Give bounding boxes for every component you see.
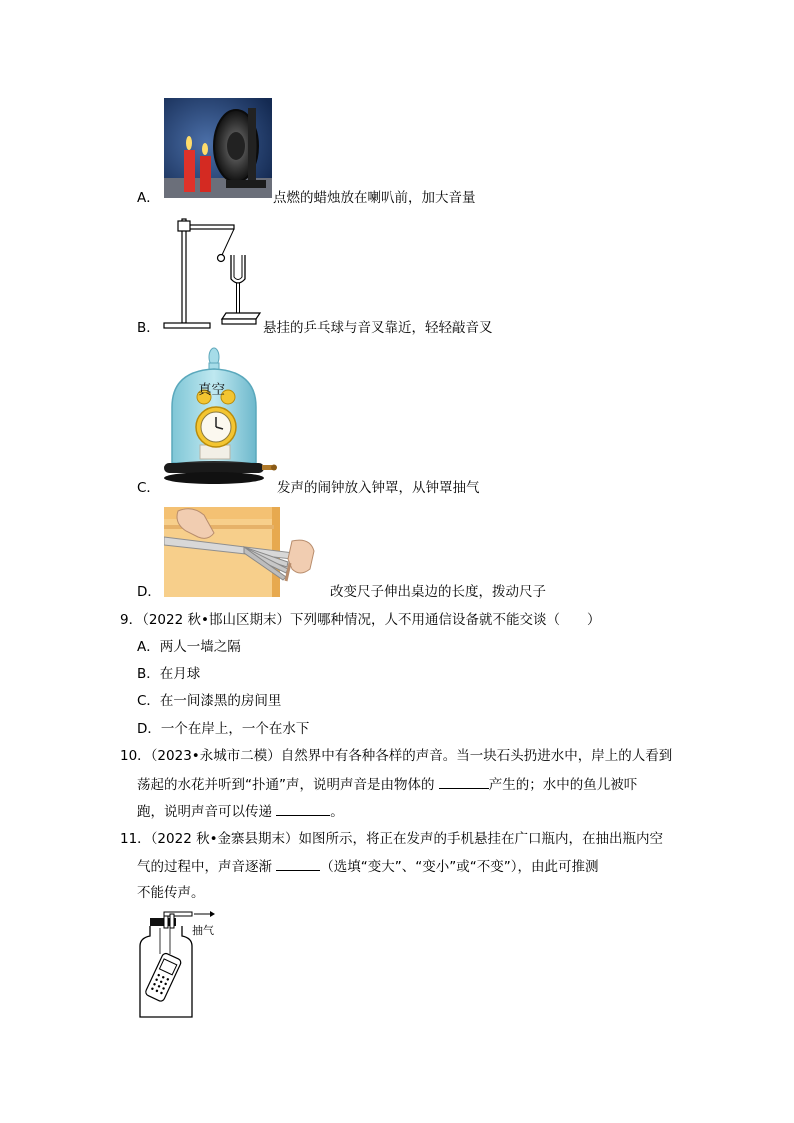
option-a-text: 点燃的蜡烛放在喇叭前，加大音量 (273, 190, 476, 206)
figure-phone-jar (136, 910, 220, 1022)
q10-text-3b: 。 (330, 804, 344, 820)
figure-bell-jar (162, 345, 280, 490)
q9-option-b: B．在月球 (137, 666, 201, 682)
ruler-table-illustration (164, 507, 324, 597)
question-11-line-2 (137, 856, 599, 877)
q9-option-a: A．两人一墙之隔 (137, 639, 241, 655)
option-b (137, 318, 160, 338)
q10-answer-blank-2[interactable] (276, 801, 330, 816)
figure-tuning-fork (160, 215, 265, 335)
q9-option-d: D．一个在岸上，一个在水下 (137, 721, 310, 737)
question-11-line-1: 11．（2022 秋•金寨县期末）如图所示，将正在发声的手机悬挂在广口瓶内，在抽出瓶内空 (120, 831, 664, 847)
option-c (137, 478, 160, 498)
q10-text-2a: 荡起的水花并听到“扑通”声，说明声音是由物体的 (137, 777, 439, 793)
option-a (137, 188, 160, 208)
vacuum-label: 真空 (198, 382, 225, 398)
q10-text-2b: 产生的；水中的鱼儿被吓 (488, 777, 638, 793)
question-10-line-1: 10．（2023•永城市二模）自然界中有各种各样的声音。当一块石头扔进水中，岸上的人看到 (120, 748, 673, 764)
option-d-label: D． (137, 584, 161, 600)
bell-jar-illustration (162, 345, 280, 490)
figure-candle-speaker (164, 98, 272, 198)
option-c-label: C． (137, 480, 160, 496)
q11-answer-blank[interactable] (276, 856, 320, 871)
option-a-label: A． (137, 190, 160, 206)
option-d-text: 改变尺子伸出桌边的长度，拨动尺子 (330, 584, 546, 600)
q10-text-3a: 跑，说明声音可以传递 (137, 804, 277, 820)
option-d (137, 582, 161, 602)
figure-ruler-table (164, 507, 324, 597)
candle-speaker-illustration (164, 98, 272, 198)
q11-text-2a: 气的过程中，声音逐渐 (137, 859, 277, 875)
question-10-line-3 (137, 801, 344, 822)
option-b-label: B． (137, 320, 160, 336)
q10-answer-blank-1[interactable] (439, 774, 489, 789)
pump-label: 抽气 (192, 924, 214, 937)
q9-option-c: C．在一间漆黑的房间里 (137, 693, 282, 709)
question-9-stem: 9．（2022 秋•邯山区期末）下列哪种情况，人不用通信设备就不能交谈（ ） (120, 612, 601, 628)
option-b-text: 悬挂的乒乓球与音叉靠近，轻轻敲音叉 (263, 320, 493, 336)
option-c-text: 发声的闹钟放入钟罩，从钟罩抽气 (277, 480, 480, 496)
question-11-line-3: 不能传声。 (137, 885, 205, 901)
question-10-line-2 (137, 774, 637, 795)
q11-text-2b: （选填“变大”、“变小”或“不变”），由此可推测 (320, 859, 599, 875)
